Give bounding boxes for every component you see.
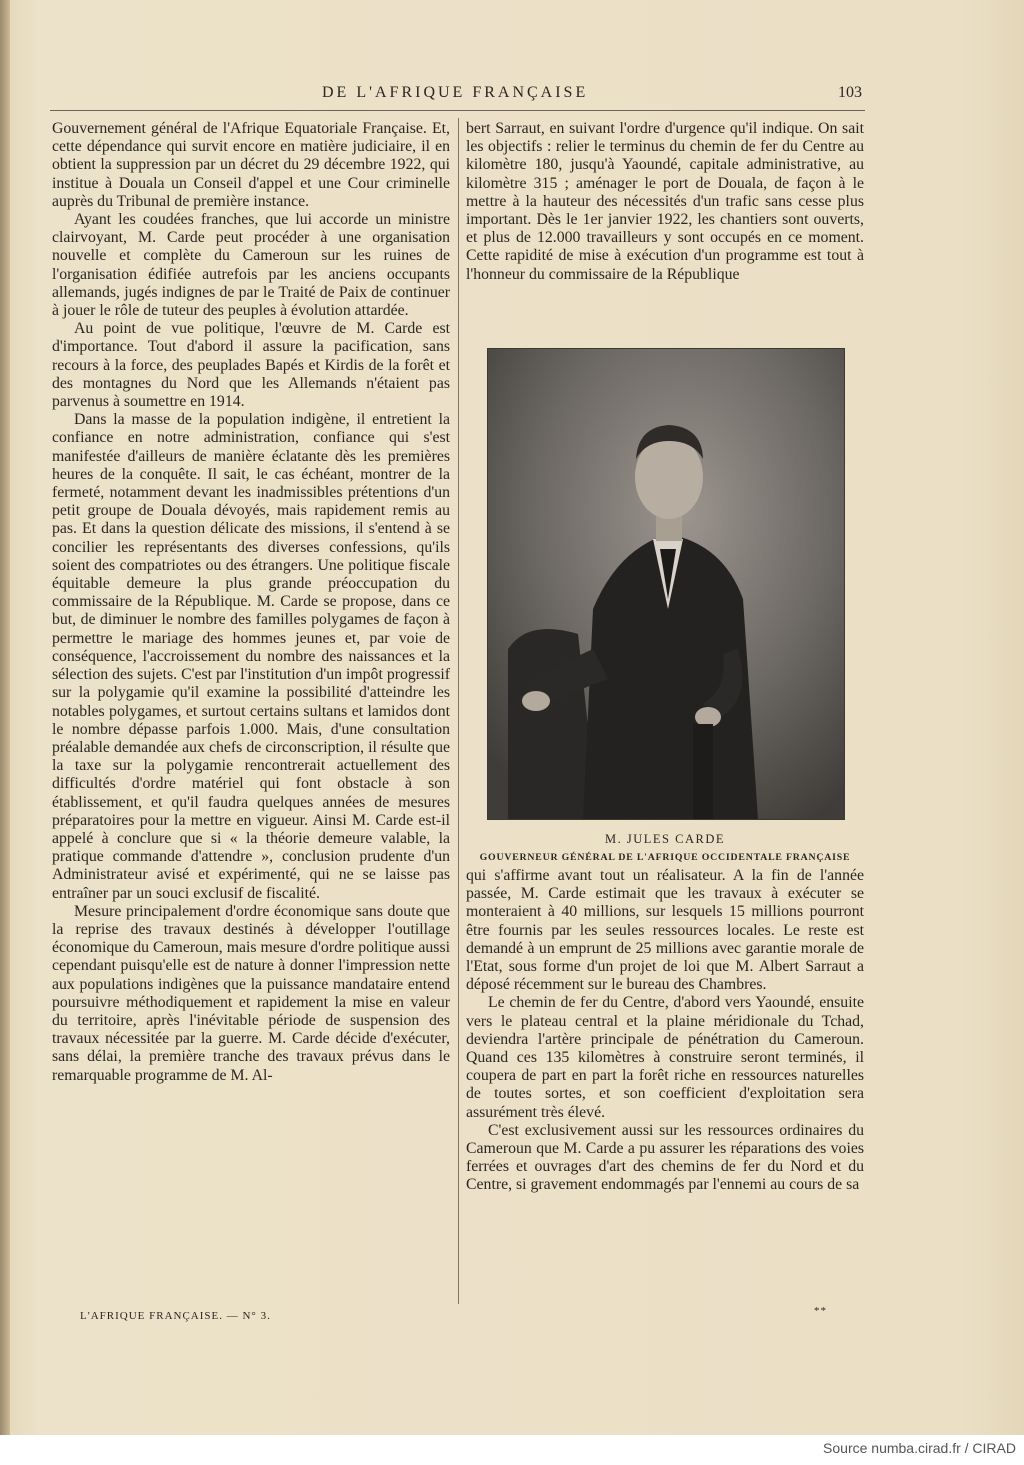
column-divider bbox=[458, 118, 459, 1304]
paragraph: Mesure principalement d'ordre économique sans doute que la reprise des travaux destinés à développer l'outillage économique du Cameroun, mais mesure d'ordre politique aussi cependant puisqu'elle est de nature à donner l'impression nette aux populations indigènes que la puissance mandataire entend poursuivre méthodiquement et rapidement la mise en valeur du territoire, après l'inévitable période de suspension des travaux nécessitée par la guerre. M. Carde décide d'exécuter, sans délai, la première tranche des travaux prévus dans le remarquable programme de M. Al- bbox=[52, 902, 450, 1084]
portrait-illustration bbox=[488, 349, 844, 819]
binding-edge bbox=[0, 0, 10, 1435]
left-column bbox=[52, 120, 450, 1085]
paragraph: Le chemin de fer du Centre, d'abord vers Yaoundé, ensuite vers le plateau central et la plaine méridionale du Tchad, deviendra l'artère principale de pénétration du Cameroun. Quand ces 135 kilomètres à construire seront terminés, il coupera de part en part la forêt riche en ressources naturelles de toutes sortes, et son coefficient d'exploitation sera assurément très élevé. bbox=[466, 994, 864, 1121]
photo-caption-title: GOUVERNEUR GÉNÉRAL DE L'AFRIQUE OCCIDENTALE FRANÇAISE bbox=[479, 852, 851, 863]
portrait-photo bbox=[487, 348, 845, 820]
photo-caption-name: M. JULES CARDE bbox=[605, 832, 725, 846]
header-rule bbox=[50, 110, 865, 111]
paragraph: Ayant les coudées franches, que lui accorde un ministre clairvoyant, M. Carde peut procéder à une organisation nouvelle et complète du Cameroun sur les ruines de l'organisation édifiée autrefois par les anciens occupants allemands, jugés indignes de par le Traité de Paix de continuer à jouer le rôle de tuteur des peuples à évolution attardée. bbox=[52, 211, 450, 320]
source-credit: Source numba.cirad.fr / CIRAD bbox=[823, 1440, 1016, 1456]
footer-signature: L'AFRIQUE FRANÇAISE. — N° 3. bbox=[80, 1310, 271, 1322]
paragraph: qui s'affirme avant tout un réalisateur. A la fin de l'année passée, M. Carde estimait que les travaux à exécuter se monteraient à 40 millions, sur lesquels 15 millions pourront être fournis par les seules ressources locales. Le reste est demandé à un emprunt de 25 millions avec garantie morale de l'Etat, sous forme d'un projet de loi que M. Albert Sarraut a déposé récemment sur le bureau des Chambres. bbox=[466, 867, 864, 994]
paragraph: bert Sarraut, en suivant l'ordre d'urgence qu'il indique. On sait les objectifs : relier le terminus du chemin de fer du Centre au kilomètre 180, jusqu'à Yaoundé, capitale administrative, au kilomètre 315 ; aménager le port de Douala, de façon à le mettre à la hauteur des nécessités d'un trafic sans cesse plus important. Dès le 1er janvier 1922, les chantiers sont ouverts, et plus de 12.000 travailleurs y sont occupés en ce moment. Cette rapidité de mise à exécution d'un programme est tout à l'honneur du commissaire de la République bbox=[466, 120, 864, 283]
paragraph: Dans la masse de la population indigène, il entretient la confiance en notre administration, confiance qui s'est manifestée d'ailleurs de manière éclatante dès les premières heures de la conquête. Il sait, le cas échéant, montrer de la fermeté, notamment devant les inadmissibles prétentions d'un petit groupe de Douala dévoyés, mais rapidement remis au pas. Et dans la question délicate des missions, il s'entend à se concilier les représentants des diverses confessions, qu'ils soient des compatriotes ou des étrangers. Une politique fiscale équitable demeure la plus grande préoccupation du commissaire de la République. M. Carde se propose, dans ce but, de diminuer le nombre des familles polygames de façon à permettre le mariage des hommes jeunes et, par voie de conséquence, l'accroissement du nombre des naissances et la sélection des sujets. C'est par l'institution d'un impôt progressif sur la polygamie qu'il examine la possibilité d'atteindre les notables polygames, et surtout certains sultans et lamidos dont le nombre dépasse parfois 1.000. Mais, d'une consultation préalable demandée aux chefs de circonscription, il résulte que la taxe sur la polygamie rencontrerait actuellement des difficultés d'ordre matériel qui font obstacle à son établissement, et qu'il faudra quelques années de mesures préparatoires pour la mettre en vigueur. Ainsi M. Carde est-il appelé à conclure que si « la théorie demeure valable, la pratique commande d'attendre », conclusion prudente d'un Administrateur avisé et expérimenté, qui ne se laisse pas entraîner par un souci exclusif de fiscalité. bbox=[52, 411, 450, 902]
running-title: DE L'AFRIQUE FRANÇAISE bbox=[322, 84, 589, 101]
right-column-bottom bbox=[466, 867, 864, 1195]
paragraph: Gouvernement général de l'Afrique Equatoriale Française. Et, cette dépendance qui survit encore en matière judiciaire, il en obtient la suppression par un décret du 29 décembre 1922, qui institue à Douala un Conseil d'appel et une Cour criminelle auprès du Tribunal de première instance. bbox=[52, 120, 450, 210]
running-head bbox=[0, 84, 1024, 106]
paragraph: C'est exclusivement aussi sur les ressources ordinaires du Cameroun que M. Carde a pu assurer les réparations des voies ferrées et ouvrages d'art des chemins de fer du Nord et du Centre, si gravement endommagés par l'ennemi au cours de sa bbox=[466, 1121, 864, 1194]
footer-mark: ** bbox=[814, 1305, 827, 1317]
page-number: 103 bbox=[838, 84, 862, 101]
paragraph: Au point de vue politique, l'œuvre de M. Carde est d'importance. Tout d'abord il assure la pacification, sans recours à la force, des peuplades Bapés et Kirdis de la forêt et des montagnes du Nord que les Allemands n'étaient pas parvenus à soumettre en 1914. bbox=[52, 320, 450, 411]
source-bar bbox=[0, 1435, 1024, 1465]
right-column-top bbox=[466, 120, 864, 284]
